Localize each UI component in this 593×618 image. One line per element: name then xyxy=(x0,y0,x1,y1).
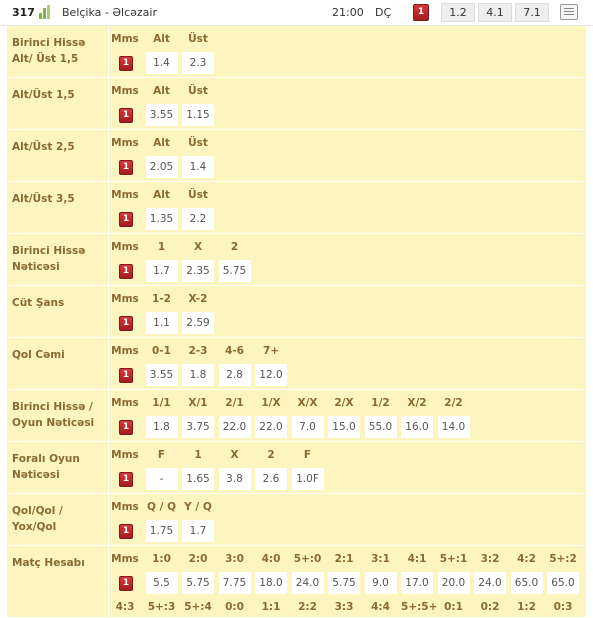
market-header: Mms xyxy=(111,33,139,45)
market-header: 5+:4 xyxy=(184,601,212,613)
odd-cell[interactable]: 1.75 xyxy=(146,520,178,542)
market-label: Cüt Şans xyxy=(12,297,65,309)
match-number: 317 xyxy=(12,6,35,19)
market-row xyxy=(7,130,586,182)
odd-cell[interactable]: 5.75 xyxy=(182,572,214,594)
market-header: 2:1 xyxy=(334,553,354,565)
market-row xyxy=(7,338,586,390)
market-header: Mms xyxy=(111,397,139,409)
match-header-bar[interactable] xyxy=(0,0,593,26)
odd-cell[interactable]: 55.0 xyxy=(365,416,397,438)
market-header: 5+:3 xyxy=(147,601,176,613)
odd-cell[interactable]: 2.8 xyxy=(219,364,251,386)
market-header: Mms xyxy=(111,189,139,201)
market-header: Mms xyxy=(111,345,139,357)
bar-chart-icon[interactable] xyxy=(39,5,53,19)
odd-cell[interactable]: 2.59 xyxy=(182,312,214,334)
markets-panel xyxy=(7,26,586,618)
odd-cell[interactable]: 1.15 xyxy=(182,104,214,126)
mms-badge: 1 xyxy=(119,108,133,123)
odd-cell[interactable]: 3.55 xyxy=(146,104,178,126)
market-header: 1/1 xyxy=(152,397,171,409)
market-header: 0-1 xyxy=(152,345,171,357)
market-header: 5+:1 xyxy=(439,553,468,565)
odd-cell[interactable]: 5.75 xyxy=(219,260,251,282)
market-header: Mms xyxy=(111,241,139,253)
odd-cell[interactable]: 22.0 xyxy=(219,416,251,438)
odd-draw[interactable]: 4.1 xyxy=(478,3,512,22)
odd-cell[interactable]: 3.55 xyxy=(146,364,178,386)
market-header: 2/2 xyxy=(444,397,463,409)
market-header: Q / Q xyxy=(147,501,176,513)
market-row xyxy=(7,234,586,286)
odd-cell[interactable]: 22.0 xyxy=(255,416,287,438)
odd-cell[interactable]: 3.8 xyxy=(219,468,251,490)
market-header: 2 xyxy=(267,449,275,461)
market-label: Birinci Hissə / Oyun Nəticəsi xyxy=(12,401,95,429)
mms-badge: 1 xyxy=(119,368,133,383)
market-header: Mms xyxy=(111,293,139,305)
market-row xyxy=(7,182,586,234)
odd-cell[interactable]: 1.35 xyxy=(146,208,178,230)
mms-badge: 1 xyxy=(413,4,429,21)
market-header: 4:2 xyxy=(517,553,536,565)
odd-cell[interactable]: 15.0 xyxy=(328,416,360,438)
market-label: Alt/Üst 3,5 xyxy=(12,193,75,205)
market-header: Alt xyxy=(153,33,170,45)
market-header: X/2 xyxy=(407,397,427,409)
market-header: Mms xyxy=(111,449,139,461)
market-label: Birinci Hissə Alt/ Üst 1,5 xyxy=(12,37,86,65)
mms-badge: 1 xyxy=(119,472,133,487)
mms-badge: 1 xyxy=(119,264,133,279)
odd-cell[interactable]: 2.3 xyxy=(182,52,214,74)
market-header: Alt xyxy=(153,189,170,201)
match-time: 21:00 xyxy=(332,6,364,19)
market-header: X xyxy=(230,449,239,461)
odd-cell[interactable]: 2.6 xyxy=(255,468,287,490)
market-header: Mms xyxy=(111,501,139,513)
market-header: Y / Q xyxy=(184,501,212,513)
market-header: 0:2 xyxy=(480,601,500,613)
market-header: 1:2 xyxy=(517,601,536,613)
market-header: Üst xyxy=(188,33,208,45)
market-header: 7+ xyxy=(262,345,280,357)
mms-badge: 1 xyxy=(119,56,133,71)
odd-cell[interactable]: 14.0 xyxy=(438,416,470,438)
market-header: X/X xyxy=(297,397,318,409)
market-header: 4:4 xyxy=(371,601,390,613)
odd-cell[interactable]: 1.8 xyxy=(146,416,178,438)
market-header: 1-2 xyxy=(152,293,171,305)
market-label: Qol Cəmi xyxy=(12,349,65,361)
odd-cell[interactable]: 7.75 xyxy=(219,572,251,594)
market-row xyxy=(7,26,586,78)
odd-cell[interactable]: 1.8 xyxy=(182,364,214,386)
market-row xyxy=(7,390,586,442)
odd-cell[interactable]: 1.7 xyxy=(182,520,214,542)
market-label: Matç Hesabı xyxy=(12,557,85,569)
market-header: 5+:2 xyxy=(549,553,577,565)
odd-cell[interactable]: 65.0 xyxy=(547,572,579,594)
market-header: F xyxy=(303,449,312,461)
market-header: 1:0 xyxy=(152,553,171,565)
market-label: Birinci Hissə Nəticəsi xyxy=(12,245,86,273)
market-header: Mms xyxy=(111,137,139,149)
market-label: Alt/Üst 1,5 xyxy=(12,89,75,101)
market-header: 2-3 xyxy=(188,345,208,357)
market-row xyxy=(7,494,586,546)
odd-cell[interactable]: 9.0 xyxy=(365,572,397,594)
odd-cell[interactable]: 18.0 xyxy=(255,572,287,594)
market-header: X/1 xyxy=(188,397,208,409)
odd-cell[interactable]: 7.0 xyxy=(292,416,324,438)
market-header: 4-6 xyxy=(225,345,244,357)
odd-cell[interactable]: 17.0 xyxy=(401,572,433,594)
market-header: Üst xyxy=(188,137,208,149)
market-header: 3:0 xyxy=(225,553,244,565)
market-header: 4:3 xyxy=(115,601,135,613)
market-header: 2 xyxy=(230,241,239,253)
mms-badge: 1 xyxy=(119,160,133,175)
match-teams[interactable]: Belçika - Əlcəzair xyxy=(62,6,157,19)
market-header: 2:0 xyxy=(188,553,208,565)
market-header: X-2 xyxy=(188,293,208,305)
market-header: 2/X xyxy=(334,397,354,409)
odd-cell[interactable]: 1.65 xyxy=(182,468,214,490)
market-header: 2:2 xyxy=(298,601,317,613)
market-header: Mms xyxy=(111,553,139,565)
odd-cell[interactable]: 5.5 xyxy=(146,572,178,594)
market-header: Alt xyxy=(153,85,170,97)
odd-cell[interactable]: 5.75 xyxy=(328,572,360,594)
odd-home[interactable]: 1.2 xyxy=(441,3,475,22)
mms-badge: 1 xyxy=(119,212,133,227)
market-header: F xyxy=(157,449,166,461)
odd-cell[interactable]: 20.0 xyxy=(438,572,470,594)
market-header: 1 xyxy=(157,241,166,253)
odd-cell[interactable]: 2.2 xyxy=(182,208,214,230)
market-header: 3:3 xyxy=(334,601,354,613)
market-header: Üst xyxy=(188,189,208,201)
market-header: X xyxy=(193,241,203,253)
mms-badge: 1 xyxy=(119,576,133,591)
market-row xyxy=(7,442,586,494)
odd-cell[interactable]: 1.7 xyxy=(146,260,178,282)
market-header: 1/X xyxy=(261,397,281,409)
market-header: 0:1 xyxy=(444,601,463,613)
odd-cell[interactable]: 1.0F xyxy=(292,468,324,490)
odd-cell[interactable]: 1.4 xyxy=(182,156,214,178)
market-header: 4:0 xyxy=(261,553,281,565)
odd-cell[interactable]: 3.75 xyxy=(182,416,214,438)
market-header: 5+:0 xyxy=(293,553,322,565)
odd-cell[interactable]: 12.0 xyxy=(255,364,287,386)
market-header: 1 xyxy=(194,449,202,461)
odd-cell[interactable]: 2.05 xyxy=(146,156,178,178)
odd-away[interactable]: 7.1 xyxy=(515,3,549,22)
market-header: Üst xyxy=(188,85,208,97)
market-header: 0:3 xyxy=(553,601,573,613)
market-label: Qol/Qol / Yox/Qol xyxy=(12,505,63,533)
odd-cell[interactable]: 16.0 xyxy=(401,416,433,438)
odd-cell[interactable]: 1.4 xyxy=(146,52,178,74)
odd-cell[interactable]: 65.0 xyxy=(511,572,543,594)
odd-cell[interactable]: 1.1 xyxy=(146,312,178,334)
odd-cell[interactable]: 24.0 xyxy=(292,572,324,594)
mms-badge: 1 xyxy=(119,524,133,539)
odd-cell[interactable]: 2.35 xyxy=(182,260,214,282)
market-header: 0:0 xyxy=(225,601,244,613)
market-header: 4:1 xyxy=(407,553,427,565)
market-header: 3:2 xyxy=(480,553,500,565)
mms-badge: 1 xyxy=(119,420,133,435)
market-header: Alt xyxy=(153,137,170,149)
market-header: 3:1 xyxy=(371,553,390,565)
market-row xyxy=(7,78,586,130)
market-header: 1/2 xyxy=(371,397,390,409)
market-label: Alt/Üst 2,5 xyxy=(12,141,75,153)
market-row xyxy=(7,546,586,618)
odd-cell[interactable]: - xyxy=(146,468,178,490)
market-label: Foralı Oyun Nəticəsi xyxy=(12,453,80,481)
book-icon[interactable] xyxy=(560,4,578,20)
mms-badge: 1 xyxy=(119,316,133,331)
odd-cell[interactable]: 24.0 xyxy=(474,572,506,594)
market-header: 5+:5+ xyxy=(401,601,438,613)
match-code: DÇ xyxy=(375,6,392,19)
market-row xyxy=(7,286,586,338)
market-header: 1:1 xyxy=(261,601,281,613)
market-header: 2/1 xyxy=(225,397,244,409)
market-header: Mms xyxy=(111,85,139,97)
